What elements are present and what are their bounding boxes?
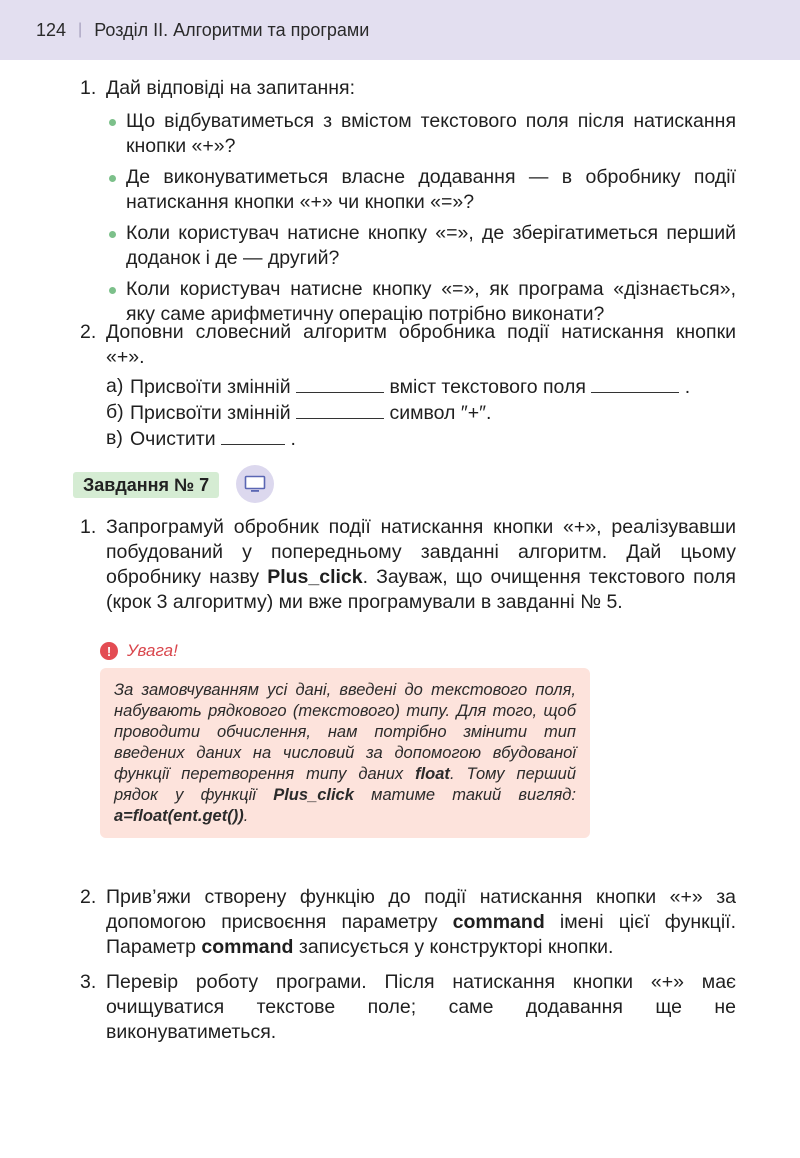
blank-field [591, 374, 679, 393]
section-title: Розділ ІІ. Алгоритми та програми [94, 19, 370, 40]
exclamation-icon: ! [100, 642, 118, 660]
task-step-1-text: Запрограмуй обробник події натискання кнопки «+», реалізувавши побудований у попередньому завданні алгоритм. Дай цьому обробнику назву [106, 516, 736, 588]
monitor-icon [236, 465, 274, 503]
command-param: command [201, 936, 294, 958]
blank-field [296, 374, 384, 393]
blank-field [221, 426, 285, 445]
task-step-1-number: 1. [80, 516, 97, 538]
task-step-2-number: 2. [80, 886, 97, 908]
bullet-item: Коли користувач натисне кнопку «=», де зберігатиметься перший доданок і де — другий? [106, 221, 736, 271]
page-number: 124 [36, 19, 67, 40]
question-2 [0, 320, 800, 452]
task-step-2 [0, 885, 800, 960]
bullet-item: Де виконуватиметься власне додавання — в обробнику події натискання кнопки «+» чи кнопки «=»? [106, 165, 736, 215]
warning-text: . [243, 807, 249, 825]
warning-text: матиме такий вигляд: [353, 786, 576, 804]
task-step-3 [0, 970, 800, 1045]
bullet-item: Що відбуватиметься з вмістом текстового поля після натискання кнопки «+»? [106, 109, 736, 159]
step-a-text: Присвоїти змінній [130, 376, 291, 398]
step-a [106, 374, 736, 400]
function-name: Plus_click [267, 566, 363, 588]
step-a-end: . [684, 376, 691, 398]
step-b [106, 400, 736, 426]
warning-text: . Тому перший рядок у функції [114, 765, 576, 804]
step-c [106, 426, 736, 452]
step-c-end: . [290, 428, 296, 450]
task-label: Завдання № 7 [73, 472, 219, 498]
question-1-number: 1. [80, 77, 97, 99]
task-step-1-text-end: . Зауваж, що очищення текстового поля (крок 3 алгоритму) ми вже програмували в завданні № 5. [106, 566, 736, 613]
algorithm-steps [106, 374, 736, 452]
task-step-3-number: 3. [80, 971, 97, 993]
warning-code: a=float(ent.get()) [114, 807, 244, 825]
question-1-text: Дай відповіді на запитання: [106, 77, 355, 99]
step-b-text2: символ ″+″. [389, 402, 492, 424]
step-c-label: в) [106, 427, 123, 449]
warning-bold-float: float [415, 765, 450, 783]
step-b-text: Присвоїти змінній [130, 402, 291, 424]
command-param: command [452, 911, 545, 933]
warning-box [100, 668, 590, 838]
task-step-2-text: імені цієї функції. Параметр [106, 911, 736, 958]
question-1-bullets [106, 109, 736, 327]
task-step-2-text: Прив’яжи створену функцію до події натискання кнопки «+» за допомогою присвоєння параметру [106, 886, 736, 933]
question-2-number: 2. [80, 321, 97, 343]
bullet-item: Коли користувач натисне кнопку «=», як програма «дізнається», яку саме арифметичну операцію потрібно виконати? [106, 277, 736, 327]
warning-text: За замовчуванням усі дані, введені до текстового поля, набувають рядкового (текстового) типу. Для того, щоб проводити обчислення, нам потрібно змінити тип введених даних на числовий за допомогою вбудованої функції перетворення типу даних [114, 681, 576, 783]
header-separator: | [78, 21, 83, 38]
question-1 [0, 76, 800, 333]
blank-field [296, 400, 384, 419]
page-header [0, 0, 800, 60]
warning-bold-function: Plus_click [273, 786, 354, 804]
step-a-label: а) [106, 375, 124, 397]
warning-title-text: Увага! [127, 641, 178, 660]
question-2-text: Доповни словесний алгоритм обробника події натискання кнопки «+». [106, 321, 736, 368]
task-step-1 [0, 515, 800, 615]
step-a-text2: вміст текстового поля [389, 376, 586, 398]
task-step-3-text: Перевір роботу програми. Після натискання кнопки «+» має очищуватися текстове поле; саме додавання ще не виконуватиметься. [106, 971, 736, 1043]
task-step-2-text: записується у конструкторі кнопки. [293, 936, 614, 958]
step-b-label: б) [106, 401, 124, 423]
step-c-text: Очистити [130, 428, 216, 450]
warning-title [100, 641, 178, 661]
